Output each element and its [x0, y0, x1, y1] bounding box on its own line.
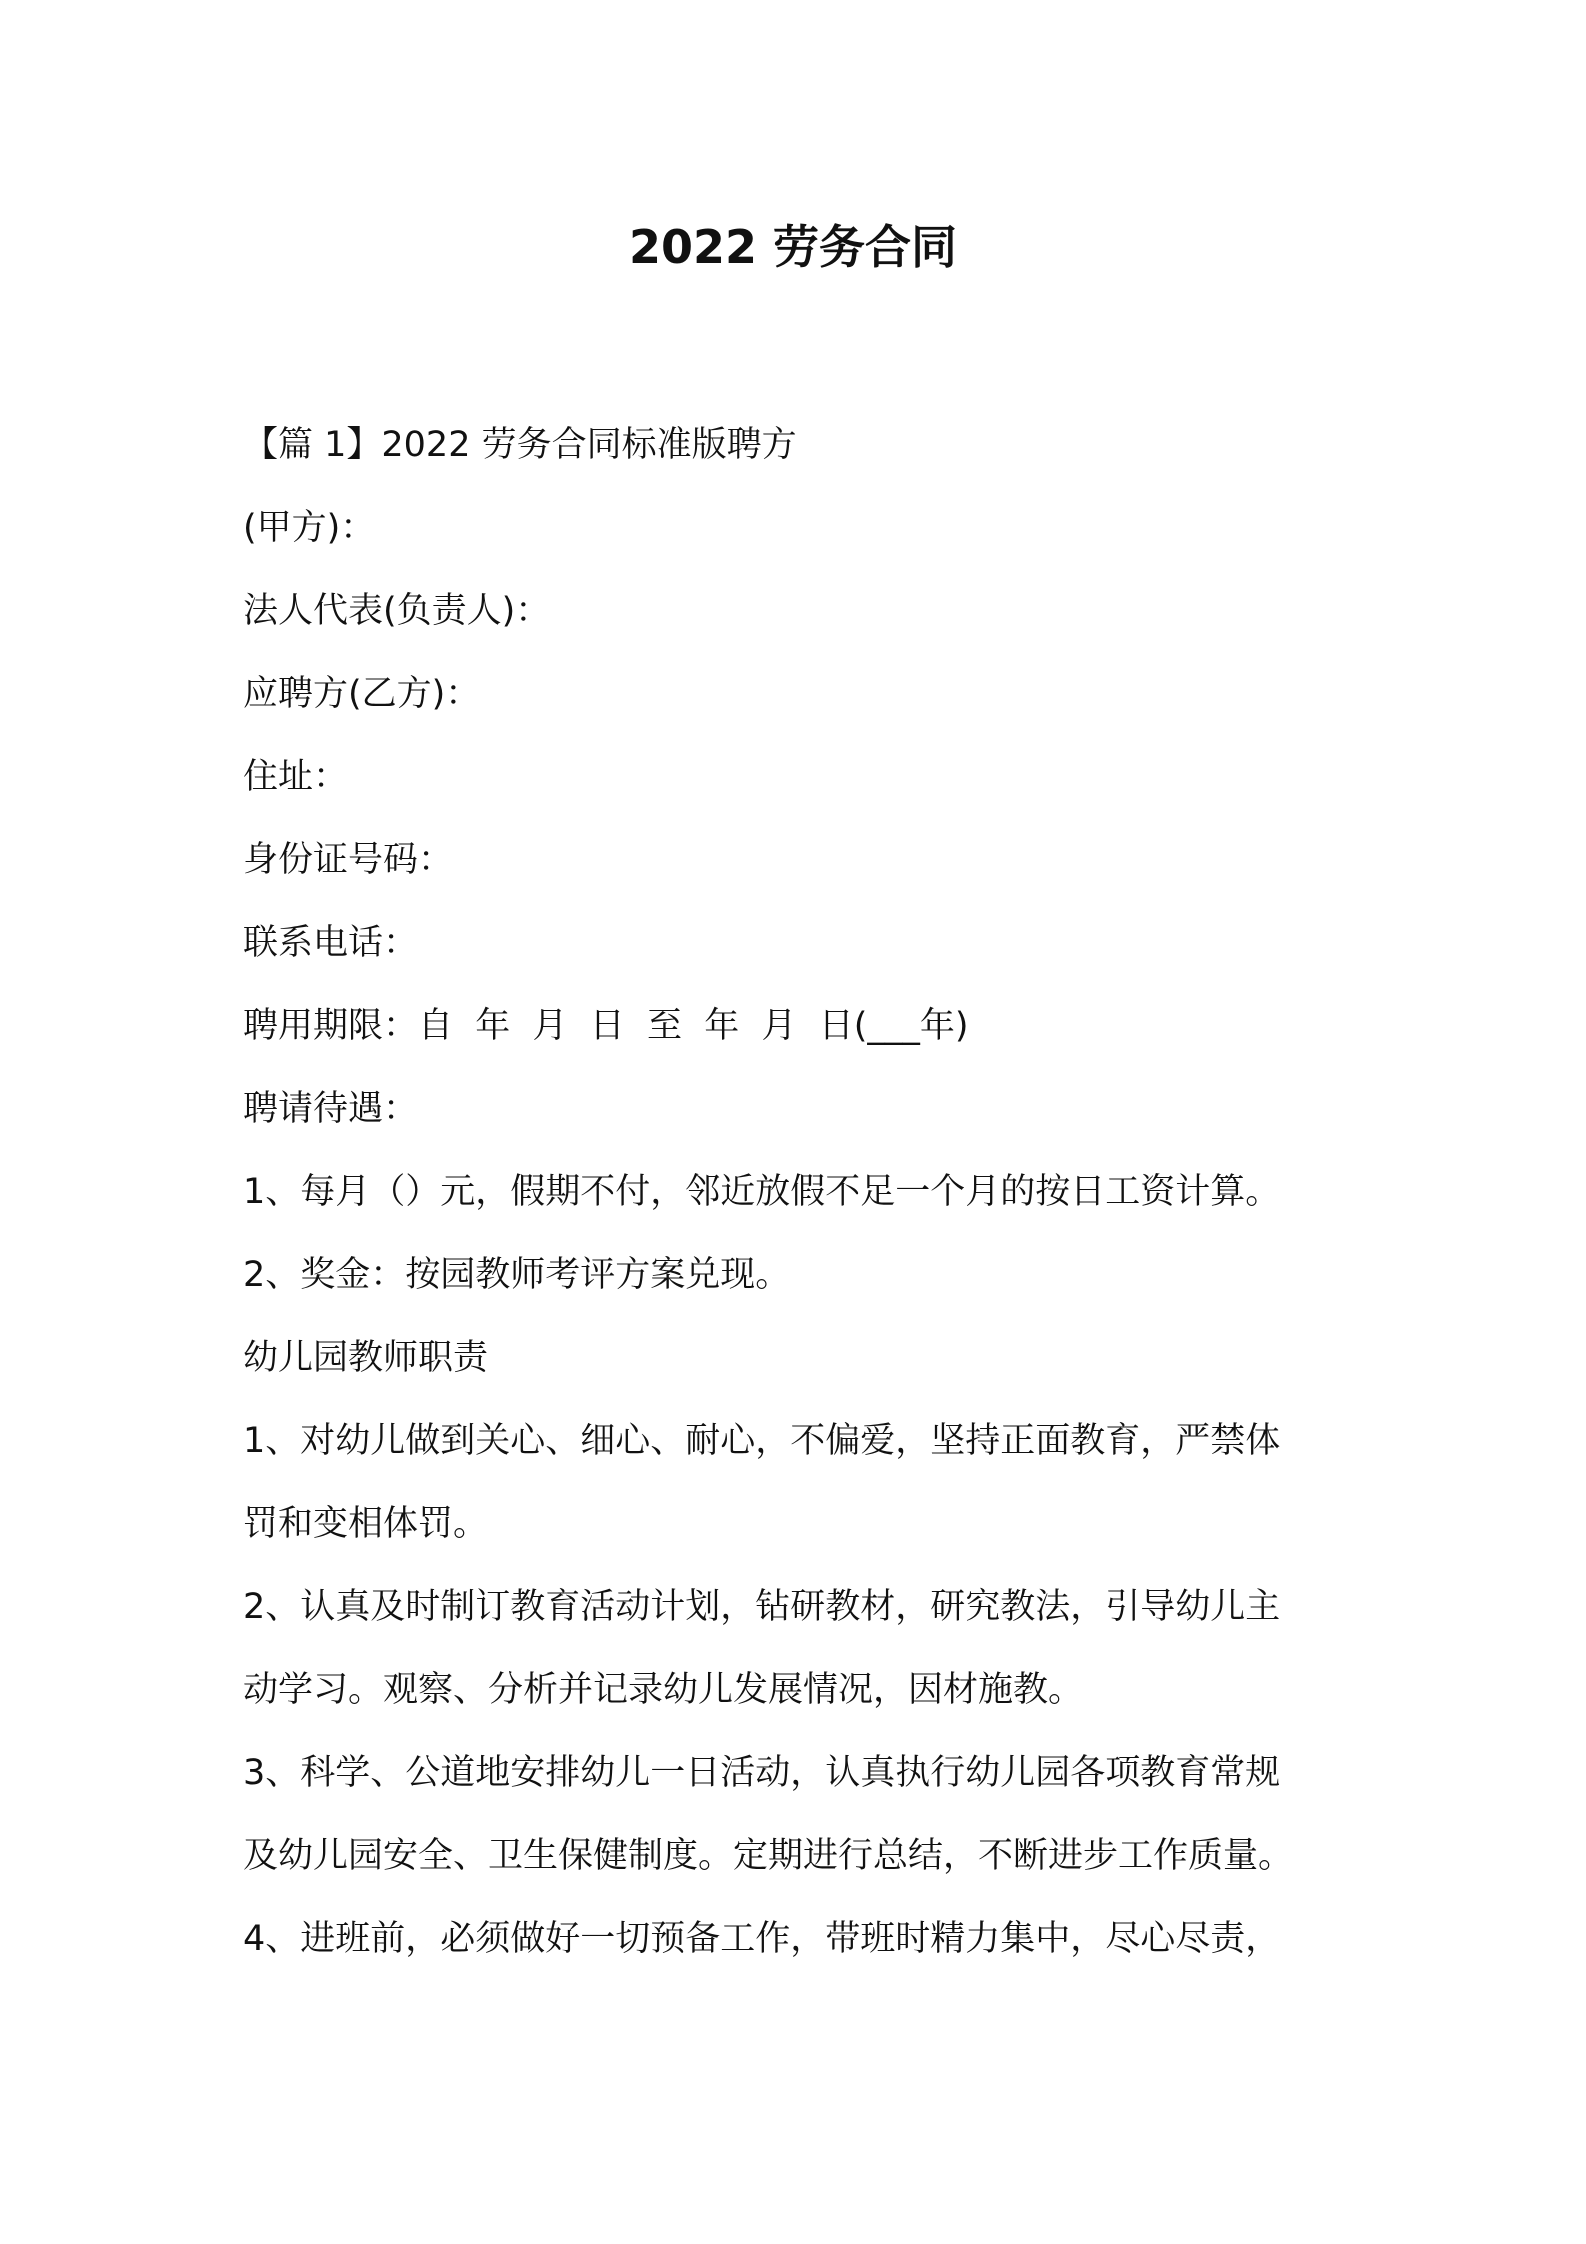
party-b-field: 应聘方(乙方)：: [243, 674, 481, 714]
id-number-field: 身份证号码：: [243, 840, 454, 880]
phone-field: 联系电话：: [243, 923, 419, 963]
duty-item-1-line-2: 罚和变相体罚。: [243, 1504, 489, 1544]
duty-item-2-line-1: 2、认真及时制订教育活动计划，钻研教材，研究教法，引导幼儿主: [243, 1587, 1281, 1627]
duty-item-3-line-2: 及幼儿园安全、卫生保健制度。定期进行总结，不断进步工作质量。: [243, 1836, 1294, 1876]
duty-item-1-line-1: 1、对幼儿做到关心、细心、耐心，不偏爱，坚持正面教育，严禁体: [243, 1421, 1281, 1461]
compensation-item-2: 2、奖金：按园教师考评方案兑现。: [243, 1255, 791, 1295]
duties-heading: 幼儿园教师职责: [243, 1338, 489, 1378]
address-field: 住址：: [243, 757, 349, 797]
duty-item-4-line-1: 4、进班前，必须做好一切预备工作，带班时精力集中，尽心尽责，: [243, 1919, 1281, 1959]
document-title: 2022 劳务合同: [628, 220, 958, 274]
section-heading: 【篇 1】2022 劳务合同标准版聘方: [243, 425, 797, 465]
duty-item-3-line-1: 3、科学、公道地安排幼儿一日活动，认真执行幼儿园各项教育常规: [243, 1753, 1281, 1793]
party-a-field: (甲方)：: [243, 508, 376, 548]
legal-representative-field: 法人代表(负责人)：: [243, 591, 551, 631]
document-body: [243, 404, 1363, 1981]
employment-term-field: 聘用期限：自 年 月 日 至 年 月 日(___年): [243, 1006, 969, 1046]
compensation-heading: 聘请待遇：: [243, 1089, 419, 1129]
compensation-item-1: 1、每月（）元，假期不付，邻近放假不足一个月的按日工资计算。: [243, 1172, 1281, 1212]
duty-item-2-line-2: 动学习。观察、分析并记录幼儿发展情况，因材施教。: [243, 1670, 1084, 1710]
